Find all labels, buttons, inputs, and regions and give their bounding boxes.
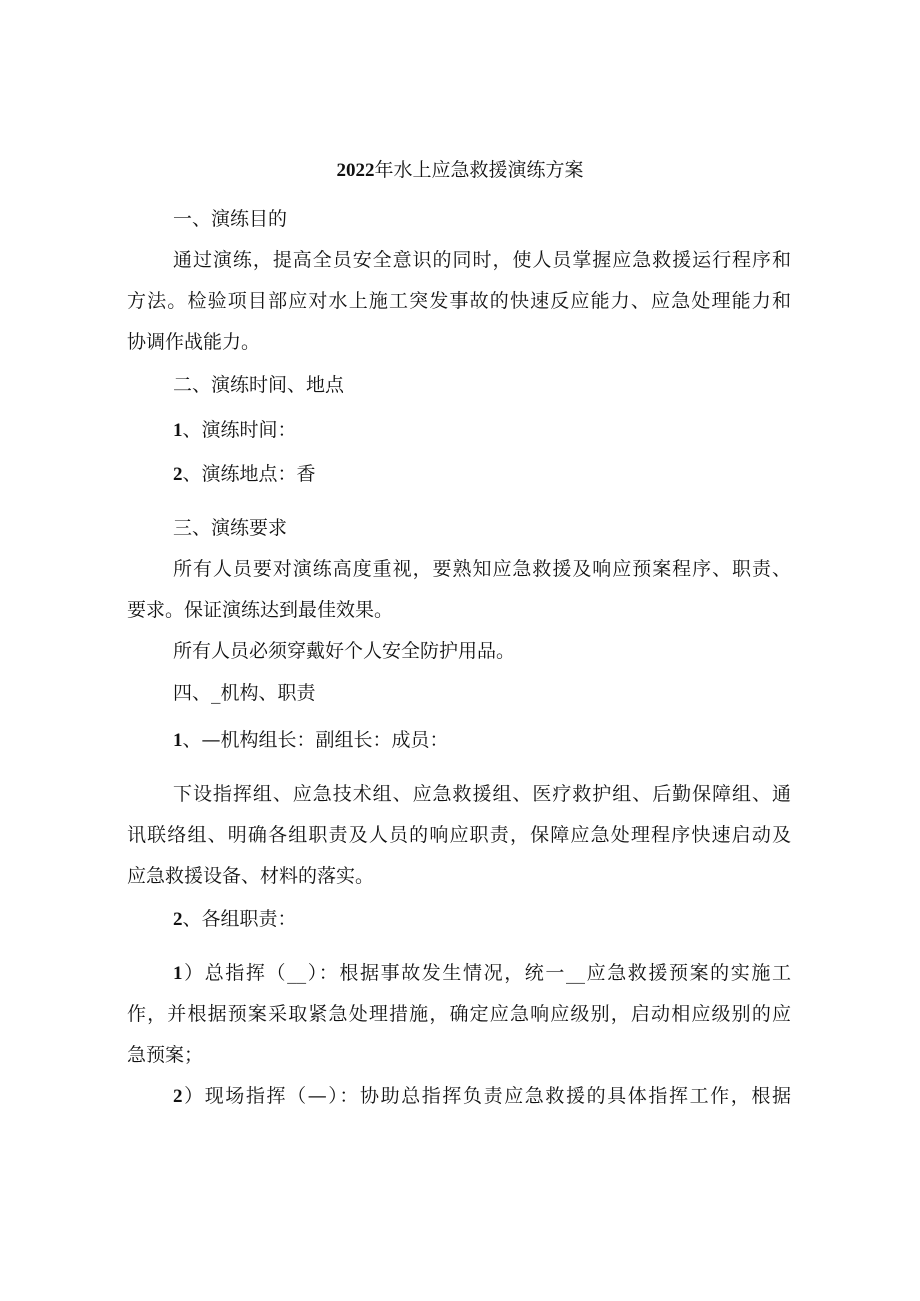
list-item [173,416,297,445]
duty-item-1 [173,959,791,988]
item-text: ）现场指挥（—）：协助总指挥负责应急救援的具体指挥工作，根据 [182,1085,791,1107]
item-text: 、演练时间： [182,419,297,441]
paragraph-line: 作，并根据预案采取紧急处理措施，确定应急响应级别，启动相应级别的应 [127,1003,791,1025]
list-item [173,726,449,755]
item-number: 1 [173,730,183,751]
paragraph-line: 所有人员要对演练高度重视，要熟知应急救援及响应预案程序、职责、 [173,558,791,580]
paragraph-line: 方法。检验项目部应对水上施工突发事故的快速反应能力、应急处理能力和 [127,290,791,312]
item-text: 、演练地点：香 [182,463,316,485]
section-heading-1: 一、演练目的 [173,208,288,230]
duty-item-2 [173,1082,791,1111]
title-year: 2022 [336,160,375,181]
list-item [173,905,297,934]
paragraph-line: 下设指挥组、应急技术组、应急救援组、医疗救护组、后勤保障组、通 [173,783,791,805]
item-number: 1 [173,963,183,984]
item-number: 2 [173,464,183,485]
list-item [173,460,316,489]
paragraph-line: 协调作战能力。 [127,331,261,353]
paragraph-line: 要求。保证演练达到最佳效果。 [127,599,394,621]
paragraph-line: 所有人员必须穿戴好个人安全防护用品。 [173,640,516,662]
item-text: ）总指挥（__）：根据事故发生情况，统一__应急救援预案的实施工 [182,962,791,984]
title-text: 年水上应急救援演练方案 [374,159,584,181]
section-heading-3: 三、演练要求 [173,517,288,539]
item-text: 、各组职责： [182,908,297,930]
document-title [0,156,920,185]
section-heading-4: 四、_机构、职责 [173,682,316,704]
item-number: 2 [173,909,183,930]
item-text: 、—机构组长：副组长：成员： [182,729,449,751]
paragraph-line: 急预案； [127,1044,204,1066]
paragraph-line: 通过演练，提高全员安全意识的同时，使人员掌握应急救援运行程序和 [173,249,791,271]
paragraph-line: 讯联络组、明确各组职责及人员的响应职责，保障应急处理程序快速启动及 [127,824,791,846]
section-heading-2: 二、演练时间、地点 [173,374,345,396]
item-number: 2 [173,1086,183,1107]
item-number: 1 [173,420,183,441]
paragraph-line: 应急救援设备、材料的落实。 [127,865,375,887]
